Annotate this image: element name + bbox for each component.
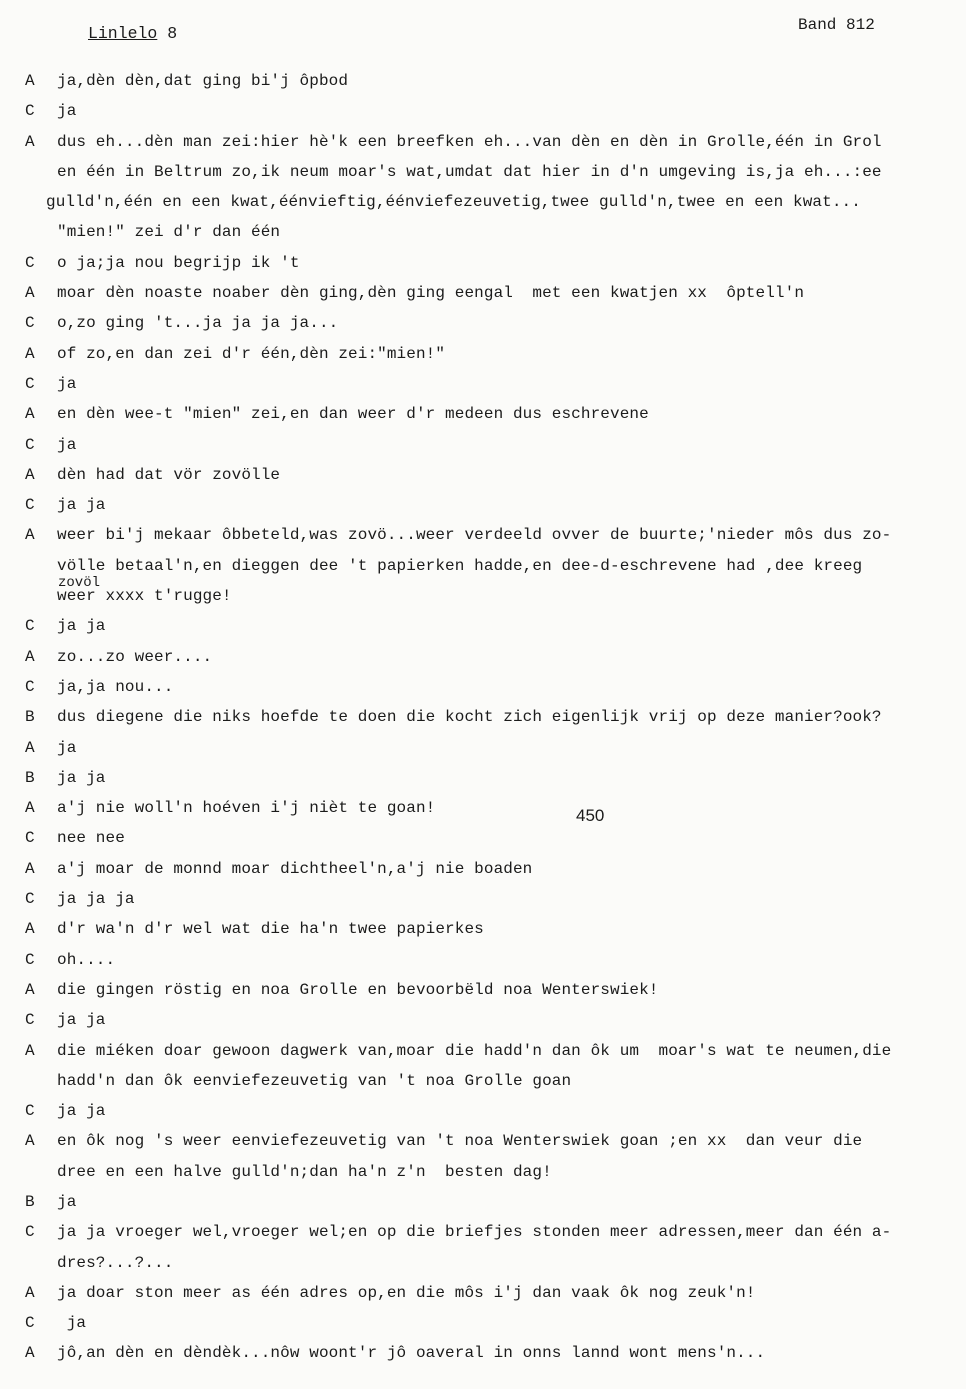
transcript-line bbox=[0, 702, 966, 732]
transcript-line bbox=[0, 278, 966, 308]
transcript-line bbox=[0, 672, 966, 702]
transcript-line bbox=[0, 1157, 966, 1187]
speaker-label: A bbox=[25, 1344, 35, 1363]
speaker-label: C bbox=[25, 677, 35, 696]
line-text: ja ja ja bbox=[57, 890, 135, 909]
line-text: die miéken doar gewoon dagwerk van,moar die hadd'n dan ôk um moar's wat te neumen,die bbox=[57, 1041, 892, 1060]
transcript-line bbox=[0, 308, 966, 338]
transcript-line bbox=[0, 1217, 966, 1247]
line-text: o ja;ja nou begrijp ik 't bbox=[57, 253, 300, 272]
transcript-line bbox=[0, 157, 966, 187]
line-text: weer xxxx t'rugge! bbox=[57, 587, 232, 606]
transcript-line bbox=[0, 581, 966, 611]
transcript-line bbox=[0, 763, 966, 793]
line-text: dus eh...dèn man zei:hier hè'k een breefken eh...van dèn en dèn in Grolle,één in Grol bbox=[57, 132, 882, 151]
speaker-label: C bbox=[25, 496, 35, 515]
speaker-label: B bbox=[25, 708, 35, 727]
transcript-line bbox=[0, 339, 966, 369]
line-text: "mien!" zei d'r dan één bbox=[57, 223, 281, 242]
speaker-label: C bbox=[25, 617, 35, 636]
line-text: weer bi'j mekaar ôbbeteld,was zovö...weer verdeeld ovver de buurte;'nieder môs dus zo- bbox=[57, 526, 892, 545]
speaker-label: A bbox=[25, 920, 35, 939]
speaker-label: A bbox=[25, 1132, 35, 1151]
speaker-label: C bbox=[25, 314, 35, 333]
speaker-label: A bbox=[25, 799, 35, 818]
band-label: Band 812 bbox=[798, 16, 875, 34]
document-title: Linlelo bbox=[88, 24, 158, 43]
transcript-line bbox=[0, 1278, 966, 1308]
speaker-label: A bbox=[25, 647, 35, 666]
speaker-label: A bbox=[25, 405, 35, 424]
line-text: ja bbox=[57, 102, 77, 121]
transcript-line bbox=[0, 1126, 966, 1156]
line-text: oh.... bbox=[57, 950, 116, 969]
transcript-line bbox=[0, 490, 966, 520]
transcript-line bbox=[0, 1036, 966, 1066]
line-text: ja bbox=[57, 1314, 87, 1333]
line-text: ja ja bbox=[57, 496, 106, 515]
transcript-line bbox=[0, 248, 966, 278]
speaker-label: A bbox=[25, 465, 35, 484]
speaker-label: C bbox=[25, 890, 35, 909]
transcript-line bbox=[0, 975, 966, 1005]
line-text: a'j nie woll'n hoéven i'j nièt te goan! bbox=[57, 799, 436, 818]
line-text: zo...zo weer.... bbox=[57, 647, 213, 666]
line-text: of zo,en dan zei d'r één,dèn zei:"mien!" bbox=[57, 344, 446, 363]
line-text: ja ja bbox=[57, 1102, 106, 1121]
line-text: ja ja bbox=[57, 617, 106, 636]
speaker-label: C bbox=[25, 1314, 35, 1333]
speaker-label: C bbox=[25, 253, 35, 272]
speaker-label: A bbox=[25, 526, 35, 545]
transcript-line bbox=[0, 611, 966, 641]
line-text: ja bbox=[57, 738, 77, 757]
line-text: hadd'n dan ôk eenviefezeuvetig van 't noa Grolle goan bbox=[57, 1071, 572, 1090]
line-text: gulld'n,één en een kwat,éénvieftig,éénviefezeuvetig,twee gulld'n,twee en een kwat... bbox=[46, 193, 861, 212]
transcript-line bbox=[0, 1187, 966, 1217]
header-title-block bbox=[88, 24, 177, 43]
transcript-line bbox=[0, 520, 966, 550]
line-text: die gingen röstig en noa Grolle en bevoorbëld noa Wenterswiek! bbox=[57, 980, 659, 999]
transcript-line bbox=[0, 642, 966, 672]
line-text: ja bbox=[57, 435, 77, 454]
speaker-label: A bbox=[25, 72, 35, 90]
transcript-lines bbox=[0, 66, 966, 1369]
line-text: d'r wa'n d'r wel wat die ha'n twee papierkes bbox=[57, 920, 484, 939]
page-number: 450 bbox=[576, 806, 605, 825]
speaker-label: C bbox=[25, 435, 35, 454]
transcript-line bbox=[0, 217, 966, 247]
transcript-line bbox=[0, 733, 966, 763]
speaker-label: A bbox=[25, 1041, 35, 1060]
line-text: jô,an dèn en dèndèk...nôw woont'r jô oaveral in onns lannd wont mens'n... bbox=[57, 1344, 766, 1363]
line-text: ja doar ston meer as één adres op,en die môs i'j dan vaak ôk nog zeuk'n! bbox=[57, 1283, 756, 1302]
transcript-line bbox=[0, 66, 966, 96]
transcript-line bbox=[0, 369, 966, 399]
transcript-line bbox=[0, 127, 966, 157]
transcript-line bbox=[0, 884, 966, 914]
transcript-line bbox=[0, 1066, 966, 1096]
line-text: ja ja bbox=[57, 1011, 106, 1030]
transcript-line bbox=[0, 1005, 966, 1035]
speaker-label: A bbox=[25, 284, 35, 303]
transcript-line bbox=[0, 96, 966, 126]
speaker-label: A bbox=[25, 980, 35, 999]
line-text: moar dèn noaste noaber dèn ging,dèn ging eengal met een kwatjen xx ôptell'n bbox=[57, 284, 805, 303]
line-text: dres?...?... bbox=[57, 1253, 174, 1272]
transcript-line bbox=[0, 430, 966, 460]
line-text: en één in Beltrum zo,ik neum moar's wat,umdat dat hier in d'n umgeving is,ja eh...:ee bbox=[57, 162, 882, 181]
speaker-label: C bbox=[25, 1223, 35, 1242]
transcript-line bbox=[0, 460, 966, 490]
speaker-label: C bbox=[25, 829, 35, 848]
speaker-label: A bbox=[25, 859, 35, 878]
transcript-line bbox=[0, 1248, 966, 1278]
speaker-label: C bbox=[25, 1102, 35, 1121]
line-text: dus diegene die niks hoefde te doen die kocht zich eigenlijk vrij op deze manier?ook? bbox=[57, 708, 882, 727]
transcript-line bbox=[0, 399, 966, 429]
line-text: dèn had dat vör zovölle bbox=[57, 465, 281, 484]
transcript-line bbox=[0, 1096, 966, 1126]
speaker-label: A bbox=[25, 738, 35, 757]
speaker-label: A bbox=[25, 132, 35, 151]
transcript-line bbox=[0, 187, 966, 217]
transcript-line bbox=[0, 914, 966, 944]
line-text: ja,ja nou... bbox=[57, 677, 174, 696]
transcript-line bbox=[0, 1338, 966, 1368]
speaker-label: A bbox=[25, 344, 35, 363]
speaker-label: C bbox=[25, 102, 35, 121]
speaker-label: B bbox=[25, 1192, 35, 1211]
speaker-label: C bbox=[25, 1011, 35, 1030]
line-text: en dèn wee-t "mien" zei,en dan weer d'r medeen dus eschrevene bbox=[57, 405, 649, 424]
line-text: ja ja bbox=[57, 768, 106, 787]
line-text: nee nee bbox=[57, 829, 125, 848]
speaker-label: B bbox=[25, 768, 35, 787]
document-title-number: 8 bbox=[167, 24, 178, 43]
transcript-line bbox=[0, 854, 966, 884]
line-text: en ôk nog 's weer eenviefezeuvetig van 't noa Wenterswiek goan ;en xx dan veur die bbox=[57, 1132, 863, 1151]
transcript-line bbox=[0, 945, 966, 975]
transcript-line bbox=[0, 1308, 966, 1338]
line-text: a'j moar de monnd moar dichtheel'n,a'j nie boaden bbox=[57, 859, 533, 878]
line-text: ja,dèn dèn,dat ging bi'j ôpbod bbox=[57, 72, 349, 90]
overwrite-annotation: zovöl bbox=[58, 575, 101, 591]
line-text: ja bbox=[57, 374, 77, 393]
line-text: ja bbox=[57, 1192, 77, 1211]
speaker-label: A bbox=[25, 1283, 35, 1302]
line-text: ja ja vroeger wel,vroeger wel;en op die briefjes stonden meer adressen,meer dan één a- bbox=[57, 1223, 892, 1242]
transcript-line bbox=[0, 823, 966, 853]
line-text: völle betaal'n,en dieggen dee 't papierken hadde,en dee-d-eschrevene had ,dee kreeg bbox=[57, 556, 863, 575]
speaker-label: C bbox=[25, 374, 35, 393]
transcript-line bbox=[0, 793, 966, 823]
transcript-line bbox=[0, 551, 966, 581]
line-text: dree en een halve gulld'n;dan ha'n z'n besten dag! bbox=[57, 1162, 552, 1181]
speaker-label: C bbox=[25, 950, 35, 969]
line-text: o,zo ging 't...ja ja ja ja... bbox=[57, 314, 339, 333]
